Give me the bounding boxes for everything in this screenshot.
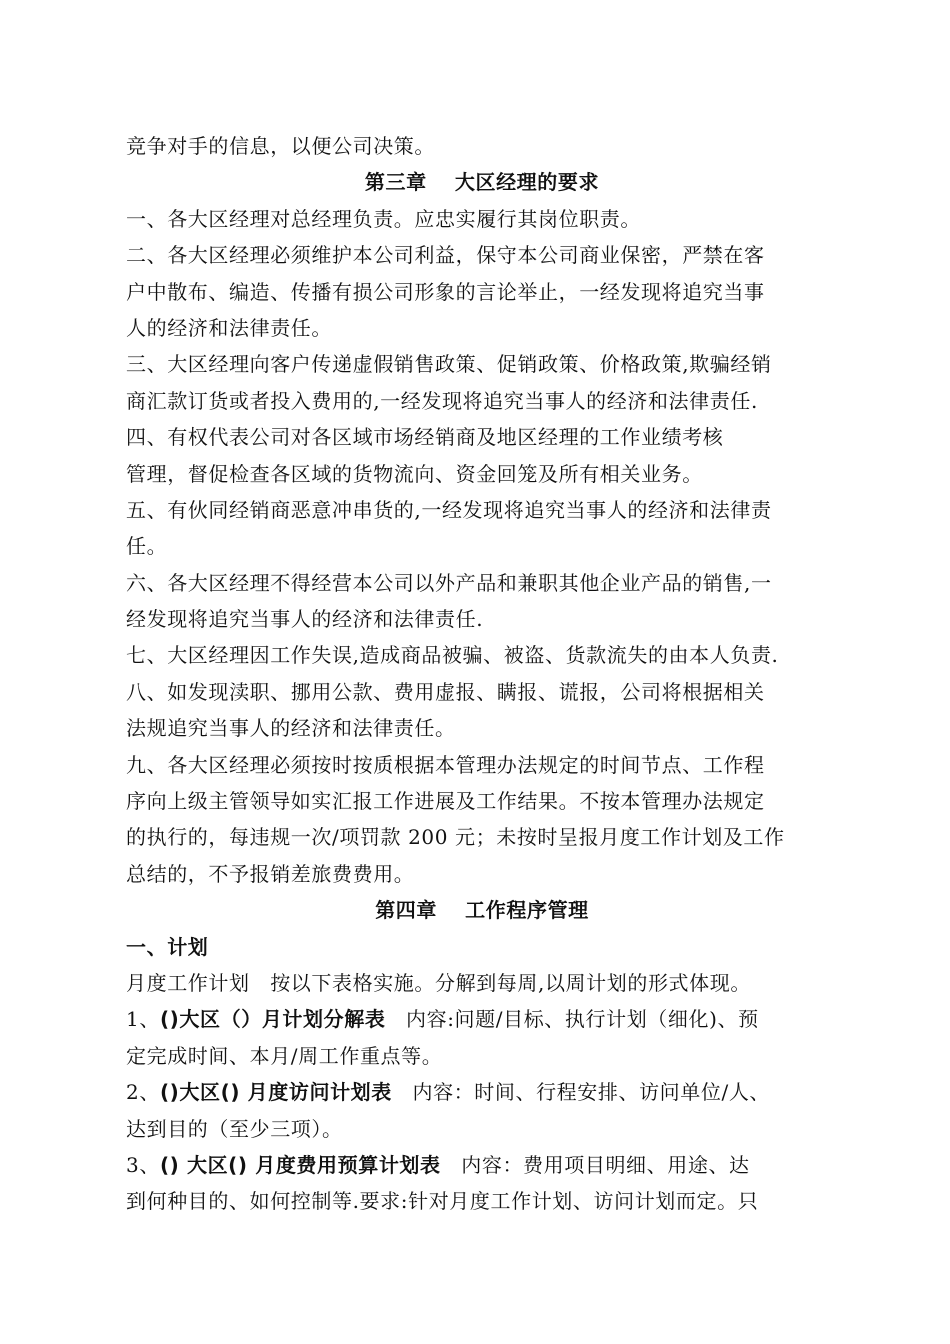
text-line: 经发现将追究当事人的经济和法律责任. — [126, 607, 484, 632]
item-title: ()大区() 月度访问计划表 — [159, 1080, 392, 1105]
text-line: 九、各大区经理必须按时按质根据本管理办法规定的时间节点、工作程 — [126, 752, 765, 777]
text-line: 法规追究当事人的经济和法律责任。 — [126, 716, 456, 741]
text-line: 序向上级主管领导如实汇报工作进展及工作结果。不按本管理办法规定 — [126, 789, 765, 814]
item-title: ()大区（）月计划分解表 — [159, 1007, 386, 1032]
text-line: 七、大区经理因工作失误,造成商品被骗、被盗、货款流失的由本人负责. — [126, 643, 779, 668]
text-line: 月度工作计划 按以下表格实施。分解到每周,以周计划的形式体现。 — [126, 970, 751, 995]
item-number: 1、 — [126, 1007, 160, 1032]
text-line: 达到目的（至少三项）。 — [126, 1116, 343, 1141]
item-title: () 大区() 月度费用预算计划表 — [159, 1152, 441, 1177]
list-item — [126, 1147, 838, 1183]
document-page — [126, 128, 838, 1220]
text-line: 四、有权代表公司对各区域市场经销商及地区经理的工作业绩考核 — [126, 425, 724, 450]
text-line: 五、有伙同经销商恶意冲串货的,一经发现将追究当事人的经济和法律责 — [126, 497, 772, 522]
text-line: 二、各大区经理必须维护本公司利益，保守本公司商业保密，严禁在客 — [126, 243, 765, 268]
text-line: 户中散布、编造、传播有损公司形象的言论举止，一经发现将追究当事 — [126, 279, 765, 304]
text-line: 一、各大区经理对总经理负责。应忠实履行其岗位职责。 — [126, 206, 641, 231]
item-description: 内容：费用项目明细、用途、达 — [440, 1152, 750, 1177]
list-item — [126, 1001, 838, 1037]
text-line: 商汇款订货或者投入费用的,一经发现将追究当事人的经济和法律责任. — [126, 388, 758, 413]
list-item — [126, 1074, 838, 1110]
chapter-3-heading: 第三章 大区经理的要求 — [364, 170, 600, 195]
text-line: 到何种目的、如何控制等.要求:针对月度工作计划、访问计划而定。只 — [126, 1189, 759, 1214]
item-number: 2、 — [126, 1080, 160, 1105]
text-line: 的执行的，每违规一次/项罚款 200 元；未按时呈报月度工作计划及工作 — [126, 825, 785, 850]
text-line: 总结的，不予报销差旅费费用。 — [126, 861, 415, 886]
text-line: 八、如发现渎职、挪用公款、费用虚报、瞒报、谎报，公司将根据相关 — [126, 679, 765, 704]
text-line: 管理，督促检查各区域的货物流向、资金回笼及所有相关业务。 — [126, 461, 703, 486]
text-line: 定完成时间、本月/周工作重点等。 — [126, 1043, 443, 1068]
text-line: 竞争对手的信息，以便公司决策。 — [126, 134, 435, 158]
item-description: 内容：时间、行程安排、访问单位/人、 — [391, 1080, 771, 1105]
section-heading-plan: 一、计划 — [126, 934, 209, 959]
text-line: 三、大区经理向客户传递虚假销售政策、促销政策、价格政策,欺骗经销 — [126, 352, 772, 377]
text-line: 六、各大区经理不得经营本公司以外产品和兼职其他企业产品的销售,一 — [126, 570, 772, 595]
text-line: 人的经济和法律责任。 — [126, 315, 332, 340]
chapter-4-heading: 第四章 工作程序管理 — [375, 898, 589, 923]
text-line: 任。 — [126, 534, 168, 559]
item-number: 3、 — [126, 1152, 160, 1177]
item-description: 内容:问题/目标、执行计划（细化)、预 — [385, 1007, 759, 1032]
